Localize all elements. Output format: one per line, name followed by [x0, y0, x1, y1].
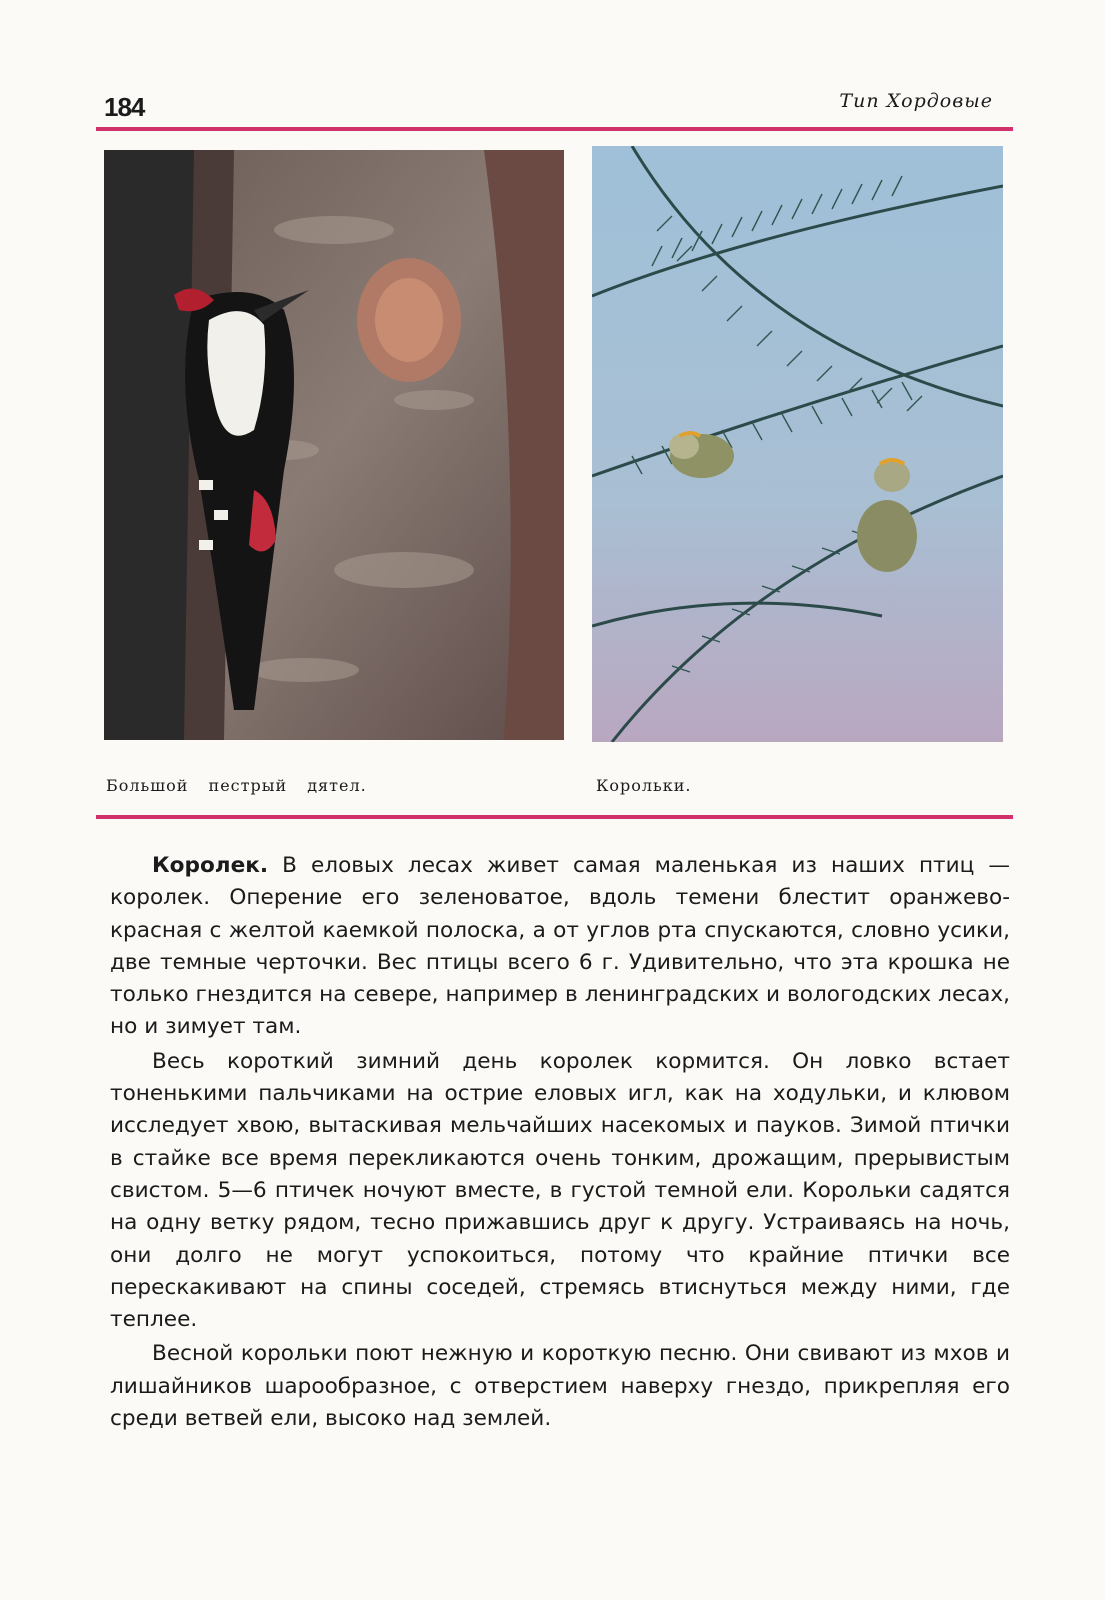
paragraph-1-text: В еловых лесах живет самая маленькая из наших птиц — королек. Оперение его зеленоватое, вдоль темени блестит оранжево-красная с желтой каемкой полоска, а от углов рта спускаются, словно усики, две темные черточки. Вес птицы всего 6 г. Удивительно, что эта крошка не только гнездится на севере, например в ленинградских и вологодских лесах, но и зимует там.: [110, 853, 1010, 1040]
kinglets-illustration: [592, 146, 1003, 742]
kinglets-caption: Корольки.: [596, 776, 692, 795]
running-head: Тип Хордовые: [839, 90, 993, 112]
woodpecker-photo: [104, 150, 564, 740]
paragraph-3: Весной корольки поют нежную и короткую песню. Они свивают из мхов и лишайников шарообразное, с отверстием наверху гнездо, прикрепляя его среди ветвей ели, высоко над землей.: [110, 1341, 1010, 1432]
top-rule: [96, 127, 1013, 131]
article-lead: Королек.: [152, 853, 269, 878]
middle-rule: [96, 815, 1013, 819]
woodpecker-caption: Большой пестрый дятел.: [106, 776, 367, 795]
page-number: 184: [104, 92, 145, 122]
paragraph-1: [110, 850, 1010, 1044]
paragraph-2: Весь короткий зимний день королек кормится. Он ловко встает тоненькими пальчиками на острие еловых игл, как на ходульки, и клювом исследует хвою, вытаскивая мельчайших насекомых и пауков. Зимой птички в стайке все время перекликаются очень тонким, дрожащим, прерывистым свистом. 5—6 птичек ночуют вместе, в густой темной ели. Корольки садятся на одну ветку рядом, тесно прижавшись друг к другу. Устраиваясь на ночь, они долго не могут успокоиться, потому что крайние птички все перескакивают на спины соседей, стремясь втиснуться между ними, где теплее.: [110, 1048, 1010, 1333]
article-body: [110, 850, 1010, 1437]
